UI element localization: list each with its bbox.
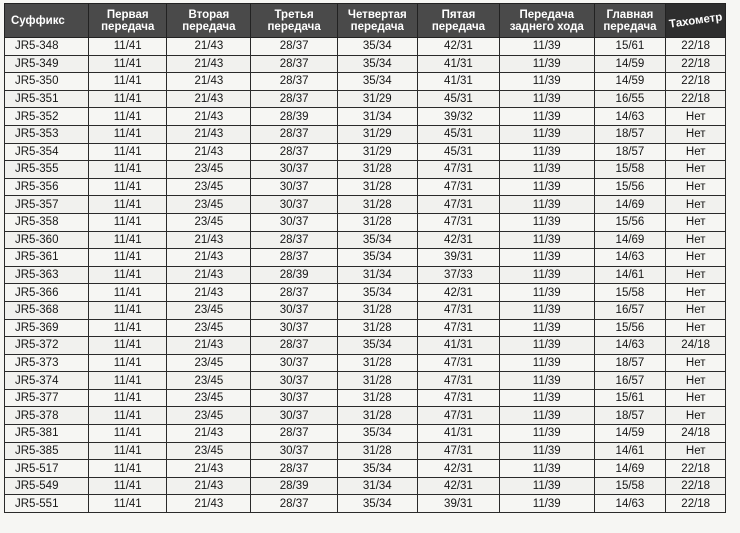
cell-tachometer: Нет [666,196,726,214]
cell-final-drive: 16/55 [594,90,666,108]
cell-suffix: JR5-549 [5,477,89,495]
cell-suffix: JR5-361 [5,249,89,267]
cell-second-gear: 23/45 [167,372,251,390]
cell-first-gear: 11/41 [89,55,167,73]
column-header-final-drive: Главная передача [594,4,666,38]
cell-fourth-gear: 31/28 [337,319,417,337]
cell-fourth-gear: 31/34 [337,108,417,126]
cell-second-gear: 23/45 [167,213,251,231]
column-header-first-gear: Первая передача [89,4,167,38]
cell-fifth-gear: 37/33 [417,266,499,284]
cell-final-drive: 14/69 [594,460,666,478]
cell-final-drive: 14/59 [594,73,666,91]
cell-first-gear: 11/41 [89,143,167,161]
cell-suffix: JR5-351 [5,90,89,108]
cell-reverse-gear: 11/39 [500,73,594,91]
cell-final-drive: 14/69 [594,231,666,249]
cell-tachometer: Нет [666,284,726,302]
cell-fifth-gear: 47/31 [417,319,499,337]
cell-second-gear: 23/45 [167,178,251,196]
cell-suffix: JR5-360 [5,231,89,249]
cell-tachometer: Нет [666,213,726,231]
cell-reverse-gear: 11/39 [500,337,594,355]
cell-third-gear: 28/37 [251,249,337,267]
table-row [5,495,726,513]
cell-second-gear: 21/43 [167,143,251,161]
cell-second-gear: 23/45 [167,442,251,460]
cell-first-gear: 11/41 [89,284,167,302]
cell-reverse-gear: 11/39 [500,284,594,302]
cell-fifth-gear: 47/31 [417,389,499,407]
cell-third-gear: 30/37 [251,196,337,214]
table-row [5,178,726,196]
cell-fourth-gear: 31/28 [337,301,417,319]
cell-first-gear: 11/41 [89,213,167,231]
cell-first-gear: 11/41 [89,460,167,478]
cell-first-gear: 11/41 [89,231,167,249]
cell-second-gear: 21/43 [167,90,251,108]
cell-suffix: JR5-366 [5,284,89,302]
cell-final-drive: 18/57 [594,125,666,143]
cell-tachometer: Нет [666,125,726,143]
cell-second-gear: 23/45 [167,319,251,337]
cell-final-drive: 15/58 [594,477,666,495]
cell-suffix: JR5-381 [5,425,89,443]
cell-first-gear: 11/41 [89,249,167,267]
table-row [5,266,726,284]
cell-second-gear: 23/45 [167,389,251,407]
cell-first-gear: 11/41 [89,319,167,337]
cell-suffix: JR5-374 [5,372,89,390]
cell-second-gear: 21/43 [167,495,251,513]
cell-fourth-gear: 31/28 [337,196,417,214]
cell-final-drive: 18/57 [594,354,666,372]
cell-final-drive: 18/57 [594,143,666,161]
table-row [5,460,726,478]
cell-third-gear: 28/39 [251,108,337,126]
cell-fifth-gear: 42/31 [417,231,499,249]
cell-final-drive: 18/57 [594,407,666,425]
cell-first-gear: 11/41 [89,73,167,91]
cell-second-gear: 23/45 [167,196,251,214]
cell-reverse-gear: 11/39 [500,231,594,249]
cell-tachometer: Нет [666,319,726,337]
cell-third-gear: 30/37 [251,442,337,460]
cell-final-drive: 14/61 [594,442,666,460]
cell-fifth-gear: 42/31 [417,477,499,495]
table-row [5,213,726,231]
table-row [5,143,726,161]
cell-first-gear: 11/41 [89,425,167,443]
cell-reverse-gear: 11/39 [500,178,594,196]
cell-fifth-gear: 39/31 [417,495,499,513]
cell-first-gear: 11/41 [89,337,167,355]
cell-fifth-gear: 47/31 [417,178,499,196]
cell-final-drive: 14/59 [594,425,666,443]
cell-tachometer: Нет [666,407,726,425]
cell-tachometer: Нет [666,266,726,284]
column-header-fourth-gear: Четвертая передача [337,4,417,38]
cell-reverse-gear: 11/39 [500,55,594,73]
table-row [5,231,726,249]
table-row [5,407,726,425]
cell-second-gear: 21/43 [167,477,251,495]
cell-second-gear: 23/45 [167,407,251,425]
table-row [5,108,726,126]
cell-reverse-gear: 11/39 [500,266,594,284]
cell-suffix: JR5-350 [5,73,89,91]
cell-third-gear: 28/37 [251,460,337,478]
cell-fourth-gear: 35/34 [337,337,417,355]
cell-suffix: JR5-369 [5,319,89,337]
cell-tachometer: Нет [666,161,726,179]
cell-fourth-gear: 35/34 [337,73,417,91]
column-header-tachometer [666,4,726,38]
cell-reverse-gear: 11/39 [500,407,594,425]
cell-fourth-gear: 35/34 [337,38,417,56]
gear-ratio-table-page [4,3,726,528]
cell-final-drive: 14/69 [594,196,666,214]
column-header-second-gear: Вторая передача [167,4,251,38]
cell-reverse-gear: 11/39 [500,249,594,267]
cell-third-gear: 28/39 [251,477,337,495]
cell-third-gear: 28/37 [251,143,337,161]
cell-reverse-gear: 11/39 [500,442,594,460]
cell-tachometer: 22/18 [666,477,726,495]
cell-tachometer: 22/18 [666,55,726,73]
table-row [5,38,726,56]
cell-third-gear: 30/37 [251,178,337,196]
cell-third-gear: 28/37 [251,73,337,91]
cell-second-gear: 21/43 [167,266,251,284]
cell-second-gear: 23/45 [167,354,251,372]
cell-tachometer: Нет [666,143,726,161]
cell-fifth-gear: 42/31 [417,284,499,302]
cell-fourth-gear: 31/28 [337,372,417,390]
cell-fourth-gear: 31/28 [337,161,417,179]
cell-suffix: JR5-385 [5,442,89,460]
cell-fifth-gear: 42/31 [417,38,499,56]
cell-fifth-gear: 47/31 [417,213,499,231]
cell-reverse-gear: 11/39 [500,372,594,390]
cell-final-drive: 15/56 [594,178,666,196]
table-row [5,301,726,319]
cell-final-drive: 15/61 [594,389,666,407]
cell-reverse-gear: 11/39 [500,477,594,495]
cell-second-gear: 21/43 [167,284,251,302]
cell-fifth-gear: 47/31 [417,442,499,460]
cell-third-gear: 28/37 [251,125,337,143]
table-row [5,73,726,91]
cell-reverse-gear: 11/39 [500,319,594,337]
cell-reverse-gear: 11/39 [500,301,594,319]
cell-second-gear: 21/43 [167,460,251,478]
cell-first-gear: 11/41 [89,266,167,284]
cell-tachometer: Нет [666,301,726,319]
table-row [5,196,726,214]
cell-tachometer: Нет [666,372,726,390]
cell-second-gear: 21/43 [167,108,251,126]
cell-second-gear: 21/43 [167,125,251,143]
table-row [5,354,726,372]
cell-suffix: JR5-368 [5,301,89,319]
cell-second-gear: 21/43 [167,73,251,91]
cell-fourth-gear: 35/34 [337,231,417,249]
cell-final-drive: 16/57 [594,301,666,319]
cell-second-gear: 21/43 [167,38,251,56]
cell-first-gear: 11/41 [89,495,167,513]
cell-final-drive: 14/63 [594,495,666,513]
cell-third-gear: 28/37 [251,90,337,108]
cell-suffix: JR5-349 [5,55,89,73]
cell-fourth-gear: 31/28 [337,389,417,407]
cell-suffix: JR5-358 [5,213,89,231]
cell-first-gear: 11/41 [89,178,167,196]
cell-suffix: JR5-355 [5,161,89,179]
cell-fourth-gear: 35/34 [337,425,417,443]
cell-first-gear: 11/41 [89,161,167,179]
cell-fourth-gear: 31/34 [337,266,417,284]
cell-suffix: JR5-378 [5,407,89,425]
table-row [5,442,726,460]
cell-third-gear: 28/37 [251,38,337,56]
tachometer-header-label: Тахометр [668,10,724,31]
cell-tachometer: 22/18 [666,73,726,91]
cell-final-drive: 16/57 [594,372,666,390]
cell-reverse-gear: 11/39 [500,389,594,407]
cell-third-gear: 30/37 [251,372,337,390]
cell-third-gear: 30/37 [251,301,337,319]
table-row [5,90,726,108]
cell-fifth-gear: 47/31 [417,196,499,214]
cell-fourth-gear: 35/34 [337,495,417,513]
cell-final-drive: 15/61 [594,38,666,56]
cell-reverse-gear: 11/39 [500,196,594,214]
cell-final-drive: 14/63 [594,337,666,355]
cell-first-gear: 11/41 [89,125,167,143]
cell-fourth-gear: 31/29 [337,125,417,143]
cell-third-gear: 28/37 [251,495,337,513]
cell-third-gear: 28/37 [251,231,337,249]
cell-reverse-gear: 11/39 [500,143,594,161]
cell-suffix: JR5-356 [5,178,89,196]
table-row [5,161,726,179]
cell-first-gear: 11/41 [89,196,167,214]
table-row [5,372,726,390]
cell-fifth-gear: 47/31 [417,161,499,179]
cell-tachometer: 22/18 [666,38,726,56]
cell-fifth-gear: 47/31 [417,372,499,390]
cell-first-gear: 11/41 [89,477,167,495]
cell-first-gear: 11/41 [89,108,167,126]
cell-first-gear: 11/41 [89,301,167,319]
cell-tachometer: 22/18 [666,460,726,478]
cell-reverse-gear: 11/39 [500,108,594,126]
cell-reverse-gear: 11/39 [500,425,594,443]
cell-suffix: JR5-373 [5,354,89,372]
cell-final-drive: 14/59 [594,55,666,73]
cell-tachometer: 22/18 [666,495,726,513]
cell-suffix: JR5-357 [5,196,89,214]
cell-fourth-gear: 31/28 [337,442,417,460]
cell-suffix: JR5-377 [5,389,89,407]
cell-first-gear: 11/41 [89,354,167,372]
cell-first-gear: 11/41 [89,90,167,108]
cell-fifth-gear: 45/31 [417,90,499,108]
cell-final-drive: 15/58 [594,284,666,302]
cell-tachometer: Нет [666,231,726,249]
cell-second-gear: 23/45 [167,301,251,319]
cell-tachometer: Нет [666,108,726,126]
cell-reverse-gear: 11/39 [500,125,594,143]
cell-final-drive: 15/56 [594,319,666,337]
cell-tachometer: Нет [666,249,726,267]
cell-fourth-gear: 31/34 [337,477,417,495]
cell-second-gear: 21/43 [167,55,251,73]
cell-fourth-gear: 31/28 [337,178,417,196]
cell-final-drive: 14/63 [594,249,666,267]
column-header-third-gear: Третья передача [251,4,337,38]
cell-reverse-gear: 11/39 [500,90,594,108]
cell-final-drive: 15/58 [594,161,666,179]
column-header-reverse-gear: Передача заднего хода [500,4,594,38]
cell-third-gear: 28/39 [251,266,337,284]
cell-third-gear: 30/37 [251,161,337,179]
cell-suffix: JR5-372 [5,337,89,355]
cell-fifth-gear: 47/31 [417,354,499,372]
cell-fourth-gear: 31/28 [337,354,417,372]
cell-second-gear: 21/43 [167,231,251,249]
table-row [5,125,726,143]
cell-third-gear: 30/37 [251,354,337,372]
table-row [5,249,726,267]
cell-second-gear: 23/45 [167,161,251,179]
cell-fifth-gear: 41/31 [417,55,499,73]
cell-fourth-gear: 31/28 [337,213,417,231]
cell-fifth-gear: 45/31 [417,143,499,161]
column-header-suffix: Суффикс [5,4,89,38]
table-row [5,477,726,495]
cell-fourth-gear: 35/34 [337,55,417,73]
cell-reverse-gear: 11/39 [500,213,594,231]
cell-third-gear: 28/37 [251,425,337,443]
cell-first-gear: 11/41 [89,38,167,56]
cell-final-drive: 15/56 [594,213,666,231]
cell-tachometer: 22/18 [666,90,726,108]
cell-suffix: JR5-517 [5,460,89,478]
cell-reverse-gear: 11/39 [500,38,594,56]
cell-suffix: JR5-352 [5,108,89,126]
table-row [5,55,726,73]
cell-second-gear: 21/43 [167,249,251,267]
cell-third-gear: 28/37 [251,337,337,355]
cell-tachometer: 24/18 [666,337,726,355]
table-row [5,319,726,337]
cell-first-gear: 11/41 [89,372,167,390]
cell-fifth-gear: 47/31 [417,301,499,319]
cell-suffix: JR5-354 [5,143,89,161]
cell-third-gear: 30/37 [251,389,337,407]
cell-fourth-gear: 35/34 [337,284,417,302]
cell-fourth-gear: 35/34 [337,249,417,267]
cell-first-gear: 11/41 [89,407,167,425]
cell-fourth-gear: 31/29 [337,143,417,161]
cell-third-gear: 30/37 [251,213,337,231]
table-row [5,337,726,355]
table-row [5,284,726,302]
cell-tachometer: 24/18 [666,425,726,443]
header-row [5,4,726,38]
cell-fifth-gear: 41/31 [417,425,499,443]
table-row [5,425,726,443]
cell-fourth-gear: 35/34 [337,460,417,478]
cell-suffix: JR5-363 [5,266,89,284]
table-row [5,389,726,407]
cell-third-gear: 30/37 [251,319,337,337]
cell-fifth-gear: 39/31 [417,249,499,267]
cell-fifth-gear: 42/31 [417,460,499,478]
cell-third-gear: 28/37 [251,55,337,73]
cell-third-gear: 30/37 [251,407,337,425]
cell-reverse-gear: 11/39 [500,460,594,478]
column-header-fifth-gear: Пятая передача [417,4,499,38]
cell-final-drive: 14/61 [594,266,666,284]
cell-fourth-gear: 31/28 [337,407,417,425]
gear-ratio-table [4,3,726,513]
cell-second-gear: 21/43 [167,425,251,443]
cell-tachometer: Нет [666,178,726,196]
cell-reverse-gear: 11/39 [500,161,594,179]
cell-fifth-gear: 41/31 [417,73,499,91]
cell-fifth-gear: 39/32 [417,108,499,126]
cell-fourth-gear: 31/29 [337,90,417,108]
table-body [5,38,726,513]
cell-fifth-gear: 41/31 [417,337,499,355]
cell-fifth-gear: 47/31 [417,407,499,425]
cell-third-gear: 28/37 [251,284,337,302]
cell-reverse-gear: 11/39 [500,495,594,513]
cell-final-drive: 14/63 [594,108,666,126]
cell-fifth-gear: 45/31 [417,125,499,143]
cell-first-gear: 11/41 [89,442,167,460]
cell-suffix: JR5-348 [5,38,89,56]
cell-tachometer: Нет [666,389,726,407]
cell-tachometer: Нет [666,354,726,372]
cell-reverse-gear: 11/39 [500,354,594,372]
cell-suffix: JR5-551 [5,495,89,513]
cell-first-gear: 11/41 [89,389,167,407]
cell-second-gear: 21/43 [167,337,251,355]
cell-tachometer: Нет [666,442,726,460]
cell-suffix: JR5-353 [5,125,89,143]
